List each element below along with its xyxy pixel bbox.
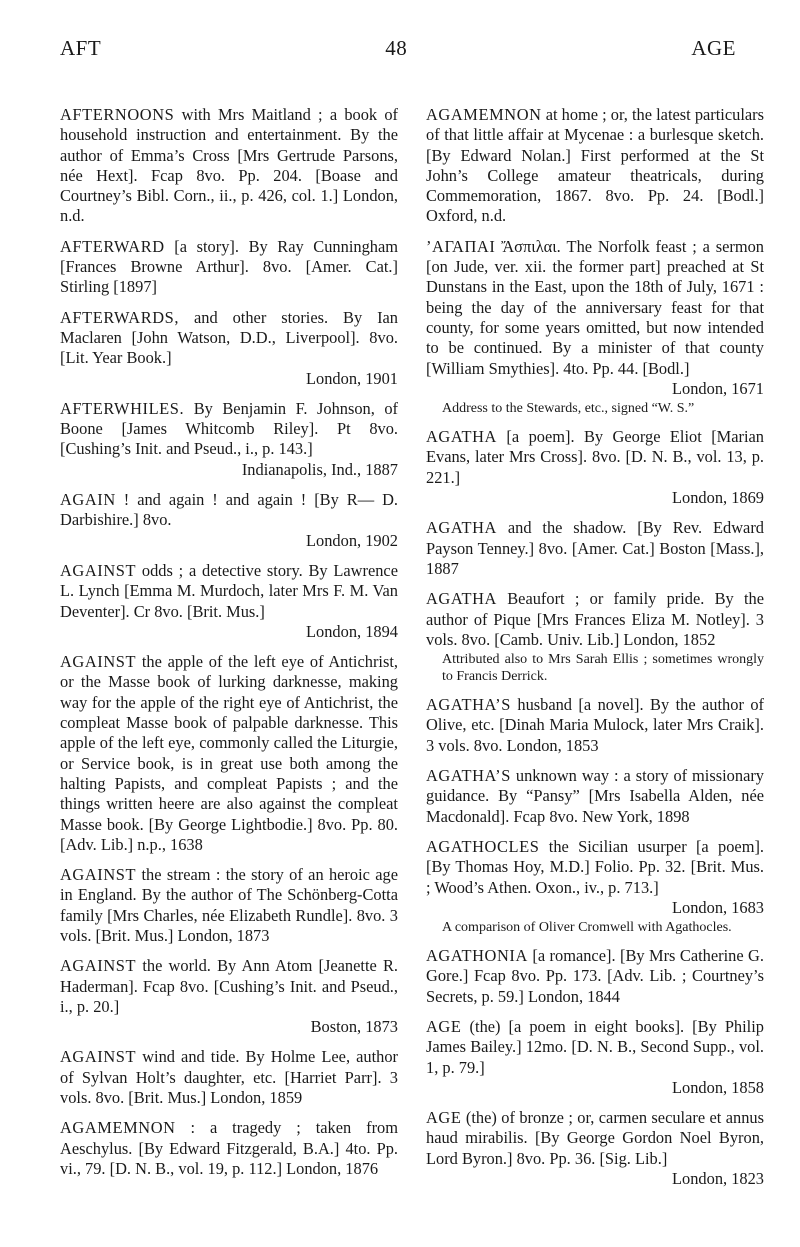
bibliography-entry: [426, 237, 764, 417]
entry-headword: AGATHONIA: [426, 946, 528, 966]
entry-headword: AGAINST: [60, 1047, 137, 1067]
bibliography-entry: [60, 1047, 398, 1108]
entry-imprint: London, 1894: [306, 621, 398, 641]
entry-body: [a poem]. By George Eliot [Marian Evans, later Mrs Cross]. 8vo. [D. N. B., vol. 13, p. 221.]: [426, 427, 764, 487]
entry-headword: AGATHA: [426, 518, 497, 538]
entry-body: the stream : the story of an heroic age in England. By the author of The Schönberg-Cotta family [Mrs Charles, née Elizabeth Rundle]. 8vo. 3 vols. [Brit. Mus.] London, 1873: [60, 865, 398, 945]
entry-headword: AFTERNOONS: [60, 105, 175, 124]
entry-headword: AGATHA: [426, 427, 497, 447]
entry-body: the Sicilian usurper [a poem]. [By Thomas Hoy, M.D.] Folio. Pp. 32. [Brit. Mus. ; Wood’s Athen. Oxon., iv., p. 713.]: [426, 836, 764, 897]
bibliography-entry: [60, 652, 398, 855]
entry-imprint: London, 1683: [672, 897, 764, 917]
entry-headword: AGAINST: [60, 956, 137, 976]
entry-body: with Mrs Maitland ; a book of household instruction and entertainment. By the author of Emma’s Cross [Mrs Gertrude Parsons, née Hext]. Fcap 8vo. Pp. 204. [Boase and Courtney’s Bibl. Corn., ii., p. 426, col. 1.] London, n.d.: [60, 105, 398, 226]
entry-imprint: London, 1901: [306, 368, 398, 388]
bibliography-entry: [426, 766, 764, 827]
bibliography-entry: [426, 1108, 764, 1189]
running-head-left: AFT: [60, 36, 102, 60]
bibliography-entry: [426, 518, 764, 579]
entry-headword: AGAMEMNON: [60, 1118, 176, 1138]
entry-headword: AGATHA’S: [426, 766, 511, 786]
entry-headword: AGE: [426, 1108, 462, 1128]
bibliography-entry: [426, 695, 764, 756]
entry-body: By Benjamin F. Johnson, of Boone [James Whitcomb Riley]. Pt 8vo. [Cushing’s Init. and Pseud., i., p. 143.]: [60, 398, 398, 459]
bibliography-entry: [426, 837, 764, 936]
entry-headword: AGAMEMNON: [426, 105, 542, 124]
entry-body: ! and again ! and again ! [By R— D. Darbishire.] 8vo.: [60, 490, 398, 530]
bibliography-entry: [426, 946, 764, 1007]
entry-headword: AFTERWHILES.: [60, 398, 185, 418]
entry-body: Ἄσπιλαι. The Norfolk feast ; a sermon [on Jude, ver. xii. the former part] preached at St Dunstans in the East, upon the 18th of July, 1671 : being the day of the anniversary feast for that county, for some years omitted, but now intended to be continued. By a minister of that county [William Smythies]. 4to. Pp. 44. [Bodl.]: [426, 236, 764, 378]
bibliography-entry: [426, 105, 764, 227]
entry-imprint: Boston, 1873: [310, 1017, 398, 1037]
entry-headword: AGATHOCLES: [426, 836, 540, 856]
entry-body: the world. By Ann Atom [Jeanette R. Haderman]. Fcap 8vo. [Cushing’s Init. and Pseud., i., p. 20.]: [60, 956, 398, 1016]
entry-imprint: Indianapolis, Ind., 1887: [241, 459, 398, 479]
bibliography-entry: [60, 105, 398, 227]
page-number: 48: [385, 36, 408, 60]
bibliography-entry: [426, 427, 764, 508]
entry-headword: AGAINST: [60, 560, 137, 580]
entry-headword: AGATHA’S: [426, 695, 511, 715]
entry-body: unknown way : a story of missionary guidance. By “Pansy” [Mrs Isabella Alden, née Macdonald]. Fcap 8vo. New York, 1898: [426, 766, 764, 826]
bibliography-entry: [60, 561, 398, 642]
entry-body: [a romance]. [By Mrs Catherine G. Gore.] Fcap 8vo. Pp. 173. [Adv. Lib. ; Courtney’s Secrets, p. 59.] London, 1844: [426, 946, 764, 1006]
entry-headword: AFTERWARDS,: [60, 307, 180, 327]
entry-imprint: London, 1671: [672, 378, 764, 398]
entry-note: Address to the Stewards, etc., signed “W. S.”: [442, 401, 695, 417]
entry-headword: AGATHA: [426, 589, 497, 609]
entry-headword: ’ΑΓΑΠΑΙ: [426, 236, 496, 256]
entry-body: Beaufort ; or family pride. By the author of Pique [Mrs Frances Eliza M. Notley]. 3 vols. 8vo. [Camb. Univ. Lib.] London, 1852: [426, 589, 764, 649]
entry-body: odds ; a detective story. By Lawrence L. Lynch [Emma M. Murdoch, later Mrs F. M. Van Deventer]. Cr 8vo. [Brit. Mus.]: [60, 560, 398, 621]
bibliography-entry: [60, 399, 398, 480]
right-column: [426, 105, 764, 1199]
running-head: [60, 36, 736, 61]
entry-body: [a story]. By Ray Cunningham [Frances Browne Arthur]. 8vo. [Amer. Cat.] Stirling [1897]: [60, 236, 398, 297]
entry-body: husband [a novel]. By the author of Olive, etc. [Dinah Maria Mulock, later Mrs Craik]. 3 vols. 8vo. London, 1853: [426, 695, 764, 755]
bibliography-entry: [426, 589, 764, 685]
entry-body: and the shadow. [By Rev. Edward Payson Tenney.] 8vo. [Amer. Cat.] Boston [Mass.], 1887: [426, 518, 764, 578]
entry-body: the apple of the left eye of Antichrist, or the Masse book of lurking darknesse, making way for the apple of the right eye of Antichrist, the compleat Masse book of palpable darknesse. This apple of the left eye, commonly called the Liturgie, or Service book, is in great use both among the halting Papists, and compleat Papists ; and the things written heere are also against the compleat Masse book. [By George Lightbodie.] 8vo. Pp. 80. [Adv. Lib.] n.p., 1638: [60, 652, 398, 854]
bibliography-entry: [60, 1118, 398, 1179]
entry-body: (the) of bronze ; or, carmen seculare et annus haud mirabilis. [By George Gordon Noel Byron, Lord Byron.] 8vo. Pp. 36. [Sig. Lib.]: [426, 1108, 764, 1168]
bibliography-entry: [60, 308, 398, 389]
bibliography-entry: [60, 490, 398, 551]
entry-note: A comparison of Oliver Cromwell with Agathocles.: [442, 920, 732, 936]
entry-headword: AGE: [426, 1016, 462, 1036]
bibliography-entry: [60, 237, 398, 298]
left-column: [60, 105, 398, 1189]
entry-imprint: London, 1869: [672, 488, 764, 508]
entry-imprint: London, 1858: [672, 1077, 764, 1097]
bibliography-entry: [60, 865, 398, 946]
entry-headword: AFTERWARD: [60, 236, 165, 256]
entry-body: wind and tide. By Holme Lee, author of Sylvan Holt’s daughter, etc. [Harriet Parr]. 3 vols. 8vo. [Brit. Mus.] London, 1859: [60, 1047, 398, 1108]
entry-headword: AGAIN: [60, 490, 116, 510]
entry-imprint: London, 1823: [672, 1169, 764, 1189]
bibliography-entry: [60, 956, 398, 1037]
entry-body: (the) [a poem in eight books]. [By Philip James Bailey.] 12mo. [D. N. B., Second Supp., vol. 1, p. 79.]: [426, 1016, 764, 1077]
entry-body: and other stories. By Ian Maclaren [John Watson, D.D., Liverpool]. 8vo. [Lit. Year Book.]: [60, 307, 398, 368]
entry-headword: AGAINST: [60, 652, 137, 672]
entry-note: Attributed also to Mrs Sarah Ellis ; sometimes wrongly to Francis Derrick.: [442, 652, 764, 685]
running-head-right: AGE: [691, 36, 736, 60]
bibliography-entry: [426, 1017, 764, 1098]
entry-headword: AGAINST: [60, 865, 137, 885]
entry-body: : a tragedy ; taken from Aeschylus. [By Edward Fitzgerald, B.A.] 4to. Pp. vi., 79. [D. N. B., vol. 19, p. 112.] London, 1876: [60, 1118, 398, 1178]
entry-body: at home ; or, the latest particulars of that little affair at Mycenae : a burlesque sketch. [By Edward Nolan.] First performed at the St John’s College amateur theatricals, during Commemoration, 1867. 8vo. Pp. 24. [Bodl.] Oxford, n.d.: [426, 105, 764, 226]
entry-imprint: London, 1902: [306, 530, 398, 550]
